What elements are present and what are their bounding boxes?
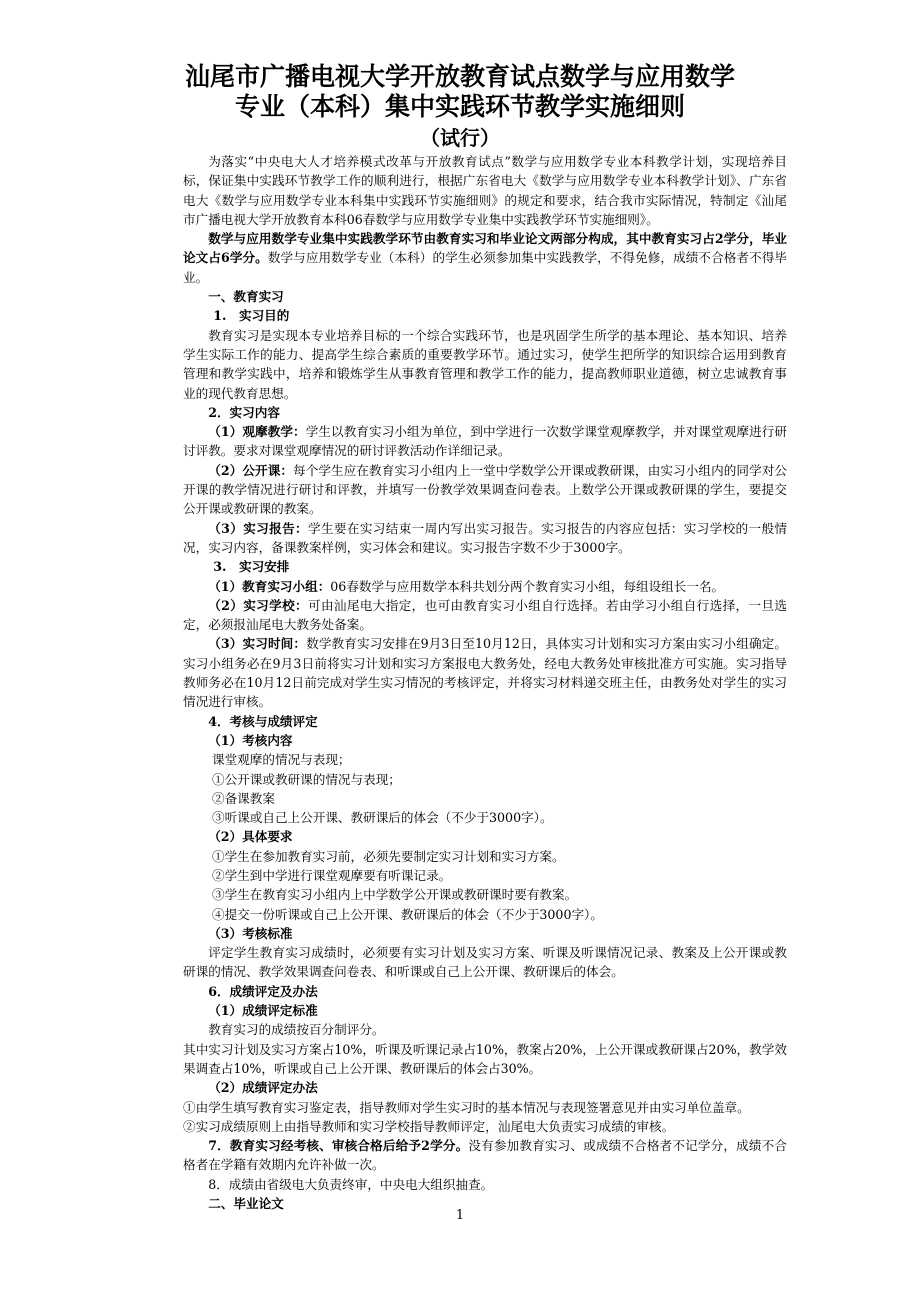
intro-credits-text: 数学与应用数学专业（本科）的学生必须参加集中实践教学，不得免修，成绩不合格者不得毕业。 <box>183 250 788 285</box>
credit-bold: 7．教育实习经考核、审核合格后给予2学分。 <box>208 1138 469 1154</box>
heading-assessment: 4．考核与成绩评定 <box>208 713 318 729</box>
assessment-content-heading: （1）考核内容 <box>208 732 293 748</box>
content-item-label: （3）实习报告： <box>208 520 309 536</box>
heading-arrangement: 3. 实习安排 <box>213 559 290 575</box>
grading-weights-text: 其中实习计划及实习方案占10%，听课及听课记录占10%，教案占20%，上公开课或教研课占20%，教学效果调查占10%，听课或自己上公开课、教研课后的体会占30%。 <box>183 1041 787 1076</box>
heading-content: 2．实习内容 <box>208 404 280 420</box>
assessment-content-item: ①公开课或教研课的情况与表现； <box>211 771 401 787</box>
final-review-paragraph: 8．成绩由省级电大负责终审，中央电大组织抽查。 <box>208 1176 494 1192</box>
content-item-text: 学生要在实习结束一周内写出实习报告。实习报告的内容应包括：实习学校的一般情况，实习内容，备课教案样例，实习体会和建议。实习报告字数不少于3000字。 <box>183 520 788 555</box>
credit-text: 没有参加教育实习、或成绩不合格者不记学分，成绩不合格者在学籍有效期内允许补做一次。 <box>183 1138 788 1173</box>
credit-paragraph <box>183 1136 787 1175</box>
document-title-line2: 专业（本科）集中实践环节教学实施细则 <box>234 92 685 121</box>
assessment-content-item: ②备课教案 <box>211 790 275 806</box>
content-item-label: （2）公开课： <box>208 462 294 478</box>
intro-credits-paragraph <box>183 229 787 287</box>
content-item-report <box>183 519 787 558</box>
arrangement-item-group <box>183 577 787 596</box>
requirements-heading: （2）具体要求 <box>208 829 293 845</box>
requirements-item: ④提交一份听课或自己上公开课、教研课后的体会（不少于3000字）。 <box>211 906 603 922</box>
page-number: 1 <box>455 1208 465 1223</box>
document-title-trial: （试行） <box>420 126 500 150</box>
document-title-line1: 汕尾市广播电视大学开放教育试点数学与应用数学 <box>184 62 735 91</box>
document-body <box>183 152 787 1213</box>
content-item-text: 每个学生应在教育实习小组内上一堂中学数学公开课或教研课，由实习小组内的同学对公开课的教学情况进行研讨和评教，并填写一份教学效果调查问卷表。上数学公开课或教研课的学生，要提交公开课或教研课的教案。 <box>183 462 787 517</box>
grading-method-heading: （2）成绩评定办法 <box>208 1080 318 1096</box>
arrangement-item-text: 可由汕尾电大指定，也可由教育实习小组自行选择。若由学习小组自行选择，一旦选定，必须报汕尾电大教务处备案。 <box>183 597 788 633</box>
arrangement-item-label: （3）实习时间： <box>208 636 307 652</box>
content-item-observation <box>183 422 787 461</box>
assessment-content-item: 课堂观摩的情况与表现； <box>211 752 351 768</box>
heading-grading: 6．成绩评定及办法 <box>208 983 318 999</box>
standard-heading: （3）考核标准 <box>208 925 293 941</box>
grading-method-text: ①由学生填写教育实习鉴定表，指导教师对学生实习时的基本情况与表现签署意见并由实习单位盖章。 <box>183 1099 750 1115</box>
requirements-item: ①学生在参加教育实习前，必须先要制定实习计划和实习方案。 <box>211 848 565 864</box>
grading-standard-heading: （1）成绩评定标准 <box>208 1003 318 1019</box>
arrangement-item-text: 06春数学与应用数学本科共划分两个教育实习小组，每组设组长一名。 <box>330 578 725 594</box>
intro-paragraph: 为落实“中央电大人才培养模式改革与开放教育试点”数学与应用数学专业本科教学计划，实现培养目标，保证集中实践环节教学工作的顺利进行，根据广东省电大《数学与应用数学专业本科教学计划》、广东省电大《数学与应用数学专业本科集中实践环节实施细则》的规定和要求，结合我市实际情况，特制定《汕尾市广播电视大学开放教育本科06春数学与应用数学专业集中实践教学环节实施细则》。 <box>183 154 787 227</box>
section-heading-internship: 一、教育实习 <box>208 289 284 305</box>
content-item-open-class <box>183 461 787 519</box>
requirements-item: ③学生在教育实习小组内上中学数学公开课或教研课时要有教案。 <box>211 887 578 903</box>
requirements-item: ②学生到中学进行课堂观摩要有听课记录。 <box>211 867 452 883</box>
section-heading-thesis: 二、毕业论文 <box>208 1196 284 1212</box>
grading-standard-text: 教育实习的成绩按百分制评分。 <box>208 1022 385 1038</box>
content-item-text: 学生以教育实习小组为单位，到中学进行一次数学课堂观摩教学，并对课堂观摩进行研讨评教。要求对课堂观摩情况的研讨评教活动作详细记录。 <box>183 424 788 459</box>
heading-purpose: 1. 实习目的 <box>213 308 290 324</box>
arrangement-item-school <box>183 596 787 635</box>
arrangement-item-text: 数学教育实习安排在9月3日至10月12日，具体实习计划和实习方案由实习小组确定。实习小组务必在9月3日前将实习计划和实习方案报电大教务处，经电大教务处审核批准方可实施。实习指导教师务必在10月12日前完成对学生实习情况的考核评定，并将实习材料递交班主任，由教务处对学生的实习情况进行审核。 <box>183 636 787 710</box>
arrangement-item-label: （2）实习学校： <box>208 597 309 613</box>
grading-method-text: ②实习成绩原则上由指导教师和实习学校指导教师评定，汕尾电大负责实习成绩的审核。 <box>183 1118 675 1134</box>
purpose-paragraph: 教育实习是实现本专业培养目标的一个综合实践环节，也是巩固学生所学的基本理论、基本知识、培养学生实际工作的能力、提高学生综合素质的重要教学环节。通过实习，使学生把所学的知识综合运用到教育管理和教学实践中，培养和锻炼学生从事教育管理和教学工作的能力，提高教师职业道德，树立忠诚教育事业的现代教育思想。 <box>183 327 787 401</box>
arrangement-item-time <box>183 634 787 711</box>
assessment-content-item: ③听课或自己上公开课、教研课后的体会（不少于3000字）。 <box>211 810 553 826</box>
standard-paragraph: 评定学生教育实习成绩时，必须要有实习计划及实习方案、听课及听课情况记录、教案及上公开课或教研课的情况、教学效果调查问卷表、和听课或自己上公开课、教研课后的体会。 <box>183 945 787 980</box>
intro-credits-bold: 数学与应用数学专业集中实践教学环节由教育实习和毕业论文两部分构成，其中教育实习占2学分，毕业论文占6学分。 <box>183 231 787 266</box>
arrangement-item-label: （1）教育实习小组： <box>208 578 331 594</box>
content-item-label: （1）观摩教学： <box>208 424 306 440</box>
